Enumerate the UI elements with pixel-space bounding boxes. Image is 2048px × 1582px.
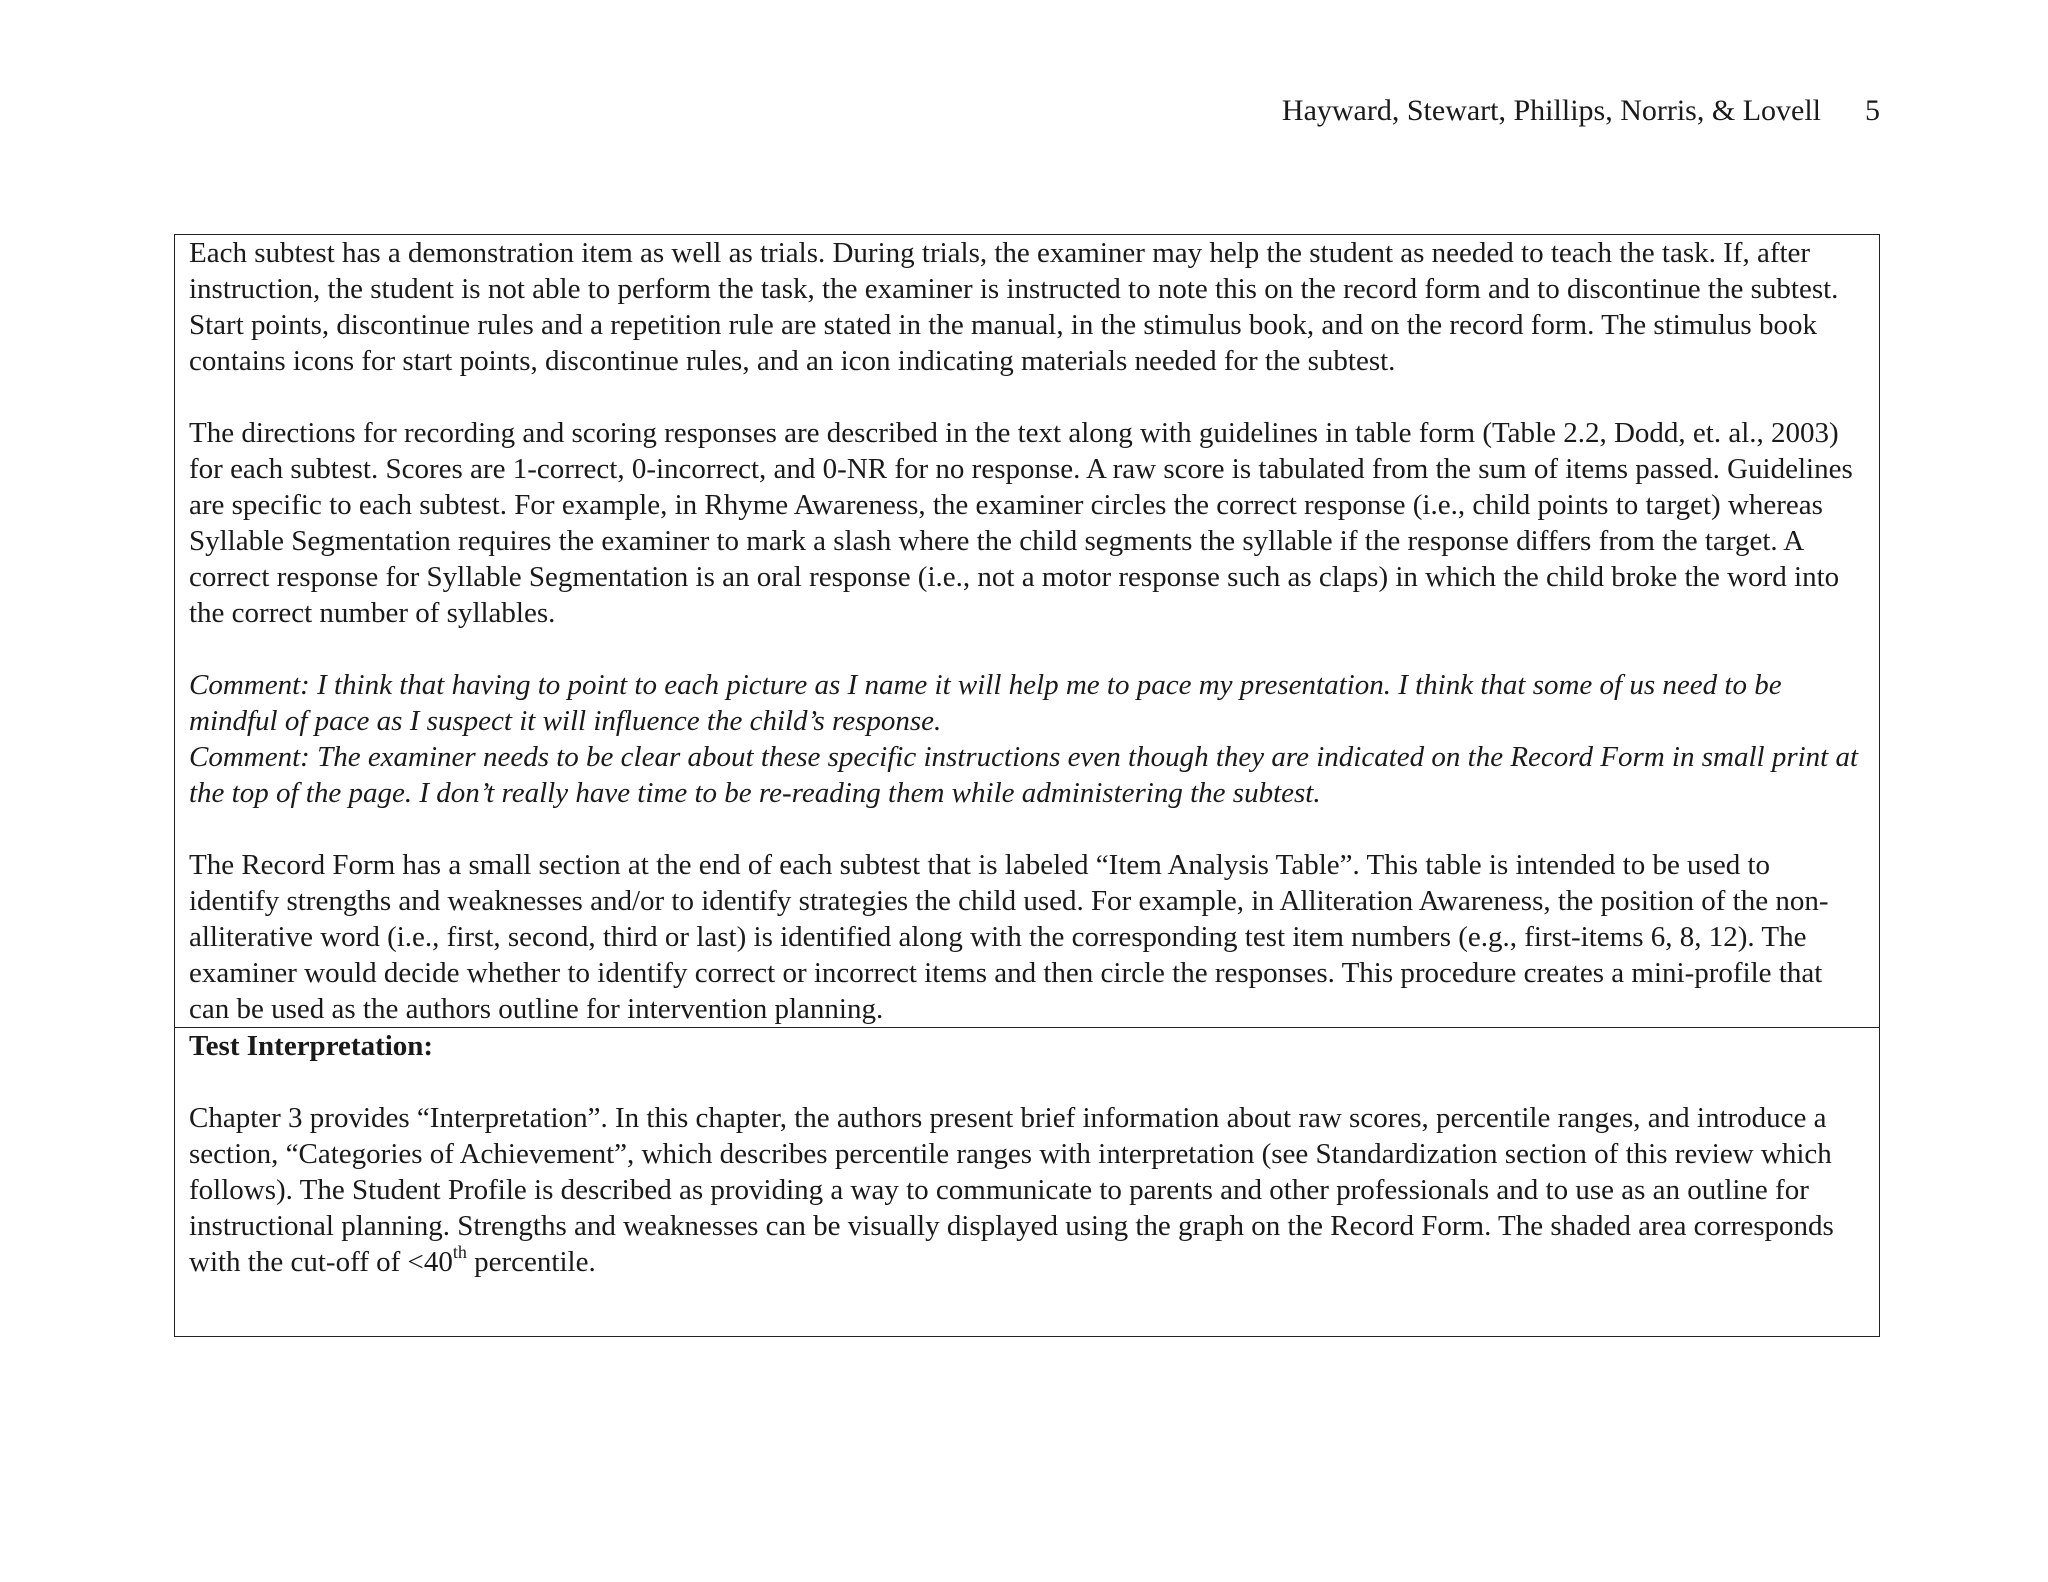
ordinal-superscript: th — [452, 1242, 467, 1263]
scoring-directions-paragraph: The directions for recording and scoring responses are described in the text along with guidelines in table form (Table 2.2, Dodd, et. al., 2003) for each subtest. Scores are 1-correct, 0-incorrect, and 0-NR for no response. A raw score is tabulated from the sum of items passed. Guidelines are specific to each subtest. For example, in Rhyme Awareness, the examiner circles the correct response (i.e., child points to target) whereas Syllable Segmentation requires the examiner to mark a slash where the child segments the syllable if the response differs from the target. A correct response for Syllable Segmentation is an oral response (i.e., not a motor response such as claps) in which the child broke the word into the correct number of syllables. — [189, 417, 1853, 629]
interpretation-cell — [175, 1028, 1879, 1336]
comment-pacing: Comment: I think that having to point to each picture as I name it will help me to pace my presentation. I think that some of us need to be mindful of pace as I suspect it will influence the child’s response. — [189, 669, 1782, 737]
page-number: 5 — [1865, 94, 1880, 127]
record-form-paragraph: The Record Form has a small section at the end of each subtest that is labeled “Item Analysis Table”. This table is intended to be used to identify strengths and weaknesses and/or to identify strategies the child used. For example, in Alliteration Awareness, the position of the non-alliterative word (i.e., first, second, third or last) is identified along with the corresponding test item numbers (e.g., first-items 6, 8, 12). The examiner would decide whether to identify correct or incorrect items and then circle the responses. This procedure creates a mini-profile that can be used as the authors outline for intervention planning. — [189, 849, 1829, 1025]
header-authors: Hayward, Stewart, Phillips, Norris, & Lovell — [1281, 94, 1821, 127]
subtest-trials-paragraph: Each subtest has a demonstration item as well as trials. During trials, the examiner may help the student as needed to teach the task. If, after instruction, the student is not able to perform the task, the examiner is instructed to note this on the record form and to discontinue the subtest. Start points, discontinue rules and a repetition rule are stated in the manual, in the stimulus book, and on the record form. The stimulus book contains icons for start points, discontinue rules, and an icon indicating materials needed for the subtest. — [189, 237, 1839, 377]
interpretation-paragraph — [189, 1100, 1867, 1280]
running-header — [1100, 92, 1880, 130]
procedure-cell — [175, 235, 1879, 1028]
comment-instructions: Comment: The examiner needs to be clear about these specific instructions even though they are indicated on the Record Form in small print at the top of the page. I don’t really have time to be re-reading them while administering the subtest. — [189, 741, 1859, 809]
review-table — [174, 234, 1880, 1337]
section-heading-test-interpretation: Test Interpretation: — [189, 1030, 434, 1062]
reviewer-comments — [189, 667, 1867, 811]
interpretation-text: Chapter 3 provides “Interpretation”. In this chapter, the authors present brief information about raw scores, percentile ranges, and introduce a section, “Categories of Achievement”, which describes percentile ranges with interpretation (see Standardization section of this review which follows). The Student Profile is described as providing a way to communicate to parents and other professionals and to use as an outline for instructional planning. Strengths and weaknesses can be visually displayed using the graph on the Record Form. The shaded area corresponds with the cut-off of <40 — [189, 1102, 1834, 1278]
interpretation-text-end: percentile. — [466, 1246, 596, 1278]
